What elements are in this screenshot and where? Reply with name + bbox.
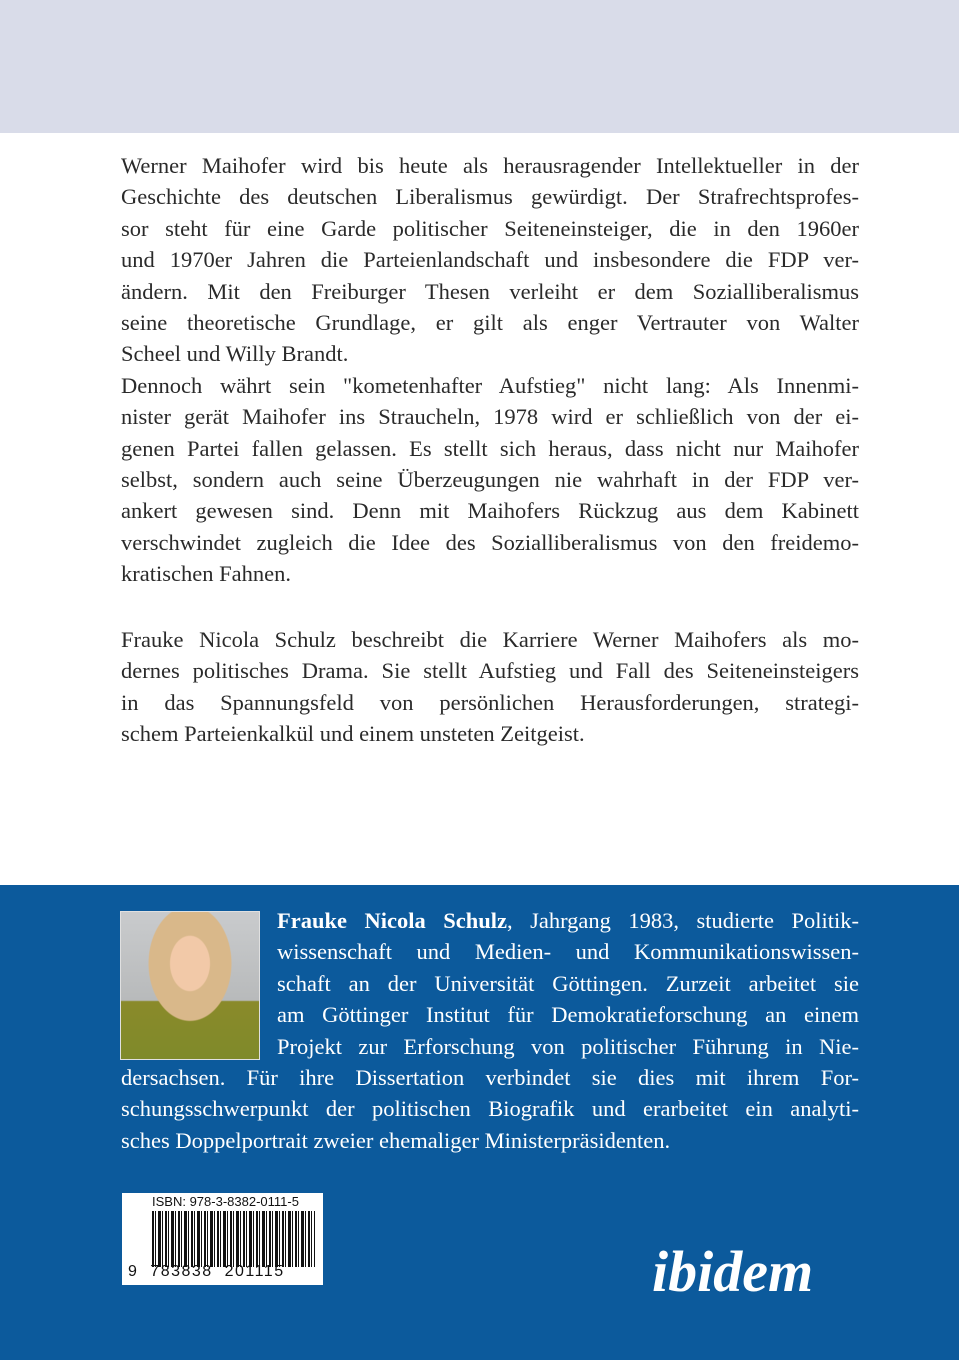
ean-number: 9 783838 201115 (128, 1263, 285, 1280)
blurb-paragraph-2 (121, 370, 859, 590)
isbn-barcode (122, 1193, 323, 1285)
publisher-logo: ibidem (652, 1239, 814, 1304)
text-line: sches Doppelportrait zweier ehemaliger Ministerpräsidenten. (121, 1127, 671, 1153)
text-line: Frauke Nicola Schulz beschreibt die Karriere Werner Maihofers als mo- (121, 627, 859, 652)
top-color-band (0, 0, 959, 133)
text-line: wissenschaft und Medien- und Kommunikationswissen- (277, 939, 859, 965)
author-bio (121, 905, 859, 1156)
isbn-label: ISBN: 978-3-8382-0111-5 (152, 1194, 299, 1209)
blurb-author-summary (121, 624, 859, 750)
bio-text: , Jahrgang 1983, studierte Politik- (506, 908, 859, 933)
text-line: Geschichte des deutschen Liberalismus gewürdigt. Der Strafrechtsprofes- (121, 184, 859, 210)
text-line: seine theoretische Grundlage, er gilt als enger Vertrauter von Walter (121, 309, 859, 335)
text-line: schem Parteienkalkül und einem unsteten Zeitgeist. (121, 721, 585, 747)
text-line: nister gerät Maihofer ins Straucheln, 1978 wird er schließlich von der ei- (121, 404, 859, 430)
text-line: am Göttinger Institut für Demokratieforschung an einem (277, 1002, 859, 1028)
text-line: genen Partei fallen gelassen. Es stellt sich heraus, dass nicht nur Maihofer (121, 435, 859, 461)
text-line: schungsschwerpunkt der politischen Biografik und erarbeitet ein analyti- (121, 1096, 859, 1122)
text-line: kratischen Fahnen. (121, 561, 291, 587)
text-line: sor steht für eine Garde politischer Seiteneinsteiger, die in den 1960er (121, 215, 859, 241)
text-line: verschwindet zugleich die Idee des Sozialliberalismus von den freidemo- (121, 529, 859, 555)
blurb-paragraph-1 (121, 150, 859, 370)
blurb-paragraph-3 (121, 624, 859, 750)
text-line: dersachsen. Für ihre Dissertation verbindet sie dies mit ihrem For- (121, 1064, 859, 1090)
barcode-bars (152, 1211, 315, 1267)
text-line: schaft an der Universität Göttingen. Zurzeit arbeitet sie (277, 970, 859, 996)
bio-line (277, 905, 859, 936)
author-name: Frauke Nicola Schulz (277, 908, 507, 933)
text-line: ändern. Mit den Freiburger Thesen verleiht er dem Sozialliberalismus (121, 278, 859, 304)
text-line: Scheel und Willy Brandt. (121, 341, 349, 367)
text-line: und 1970er Jahren die Parteienlandschaft und insbesondere die FDP ver- (121, 247, 859, 273)
text-line: in das Spannungsfeld von persönlichen Herausforderungen, strategi- (121, 689, 859, 715)
text-line: ankert gewesen sind. Denn mit Maihofers Rückzug aus dem Kabinett (121, 498, 859, 524)
text-line: selbst, sondern auch seine Überzeugungen nie wahrhaft in der FDP ver- (121, 466, 859, 492)
blurb (121, 150, 859, 589)
text-line: Dennoch währt sein "kometenhafter Aufstieg" nicht lang: Als Innenmi- (121, 372, 859, 398)
text-line: Projekt zur Erforschung von politischer Führung in Nie- (277, 1033, 859, 1059)
text-line: dernes politisches Drama. Sie stellt Aufstieg und Fall des Seiteneinsteigers (121, 658, 859, 684)
text-line: Werner Maihofer wird bis heute als herausragender Intellektueller in der (121, 153, 859, 178)
